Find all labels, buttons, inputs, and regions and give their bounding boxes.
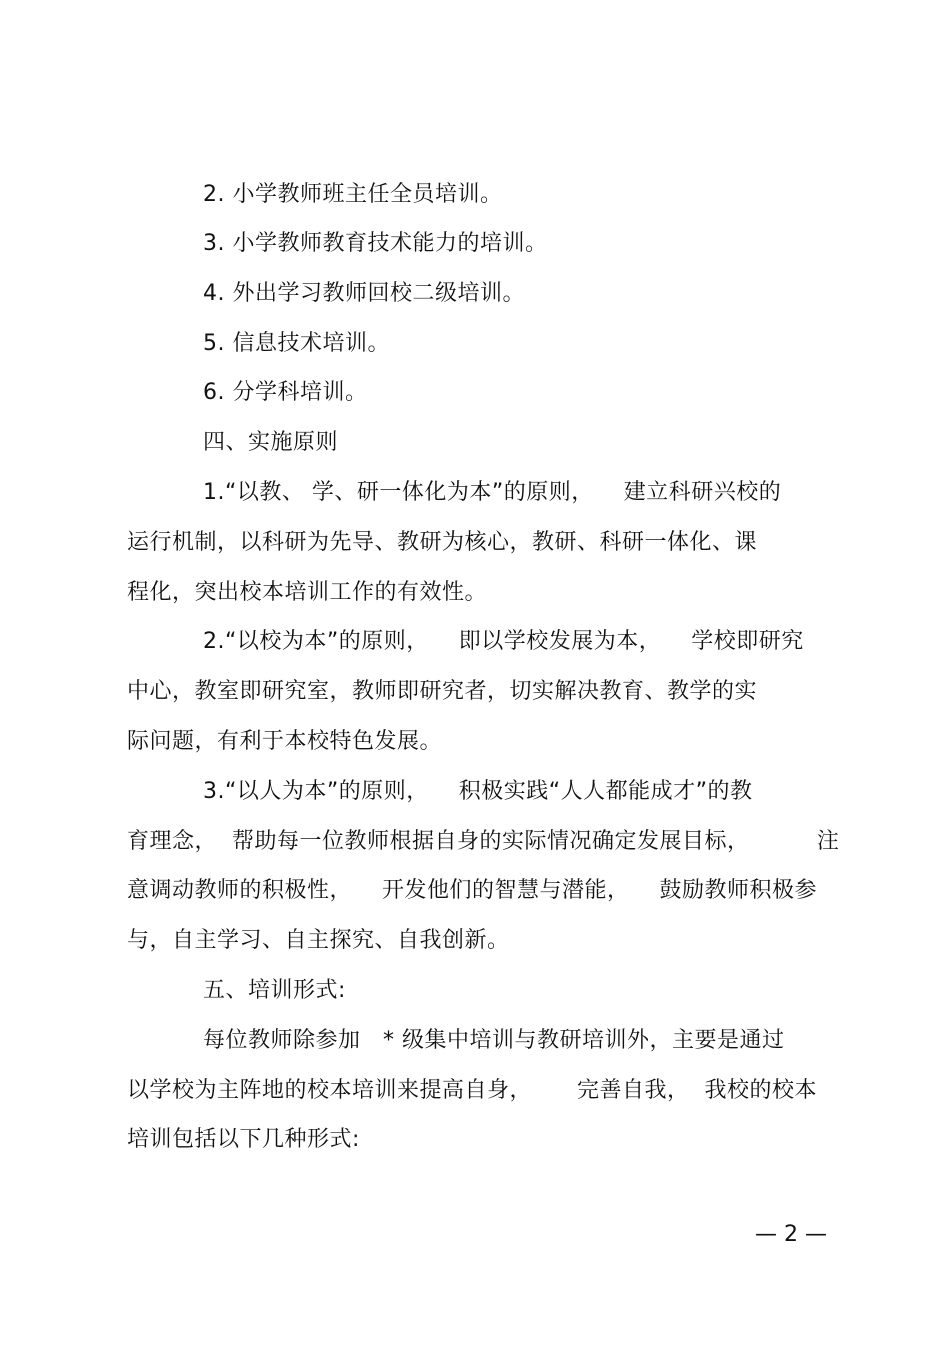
list-item-6: 6. 分学科培训。 xyxy=(203,380,368,405)
paragraph-line: 意调动教师的积极性， 开发他们的智慧与潜能， 鼓励教师积极参 xyxy=(127,878,817,903)
paragraph-line: 培训包括以下几种形式: xyxy=(127,1127,360,1152)
paragraph-line: 以学校为主阵地的校本培训来提高自身， 完善自我， 我校的校本 xyxy=(127,1078,817,1103)
section-heading-training-forms: 五、培训形式: xyxy=(203,978,346,1003)
paragraph-line: 与，自主学习、自主探究、自我创新。 xyxy=(127,928,510,953)
list-item-2: 2. 小学教师班主任全员培训。 xyxy=(203,182,503,207)
list-item-4: 4. 外出学习教师回校二级培训。 xyxy=(203,281,525,306)
paragraph-line: 2.“以校为本”的原则， 即以学校发展为本， 学校即研究 xyxy=(203,629,804,654)
paragraph-line: 运行机制，以科研为先导、教研为核心，教研、科研一体化、课 xyxy=(127,530,758,555)
page-number: — 2 — xyxy=(755,1222,827,1247)
paragraph-line: 每位教师除参加 * 级集中培训与教研培训外，主要是通过 xyxy=(203,1028,785,1053)
list-item-5: 5. 信息技术培训。 xyxy=(203,331,390,356)
list-item-3: 3. 小学教师教育技术能力的培训。 xyxy=(203,231,548,256)
paragraph-line: 程化，突出校本培训工作的有效性。 xyxy=(127,580,488,605)
paragraph-line: 3.“以人为本”的原则， 积极实践“人人都能成才”的教 xyxy=(203,779,753,804)
section-heading-principles: 四、实施原则 xyxy=(203,430,339,455)
paragraph-line: 1.“以教、 学、研一体化为本”的原则， 建立科研兴校的 xyxy=(203,480,782,505)
paragraph-line: 际问题，有利于本校特色发展。 xyxy=(127,729,443,754)
paragraph-line: 中心，教室即研究室，教师即研究者，切实解决教育、教学的实 xyxy=(127,679,758,704)
paragraph-line: 育理念， 帮助每一位教师根据自身的实际情况确定发展目标， 注 xyxy=(127,829,840,854)
